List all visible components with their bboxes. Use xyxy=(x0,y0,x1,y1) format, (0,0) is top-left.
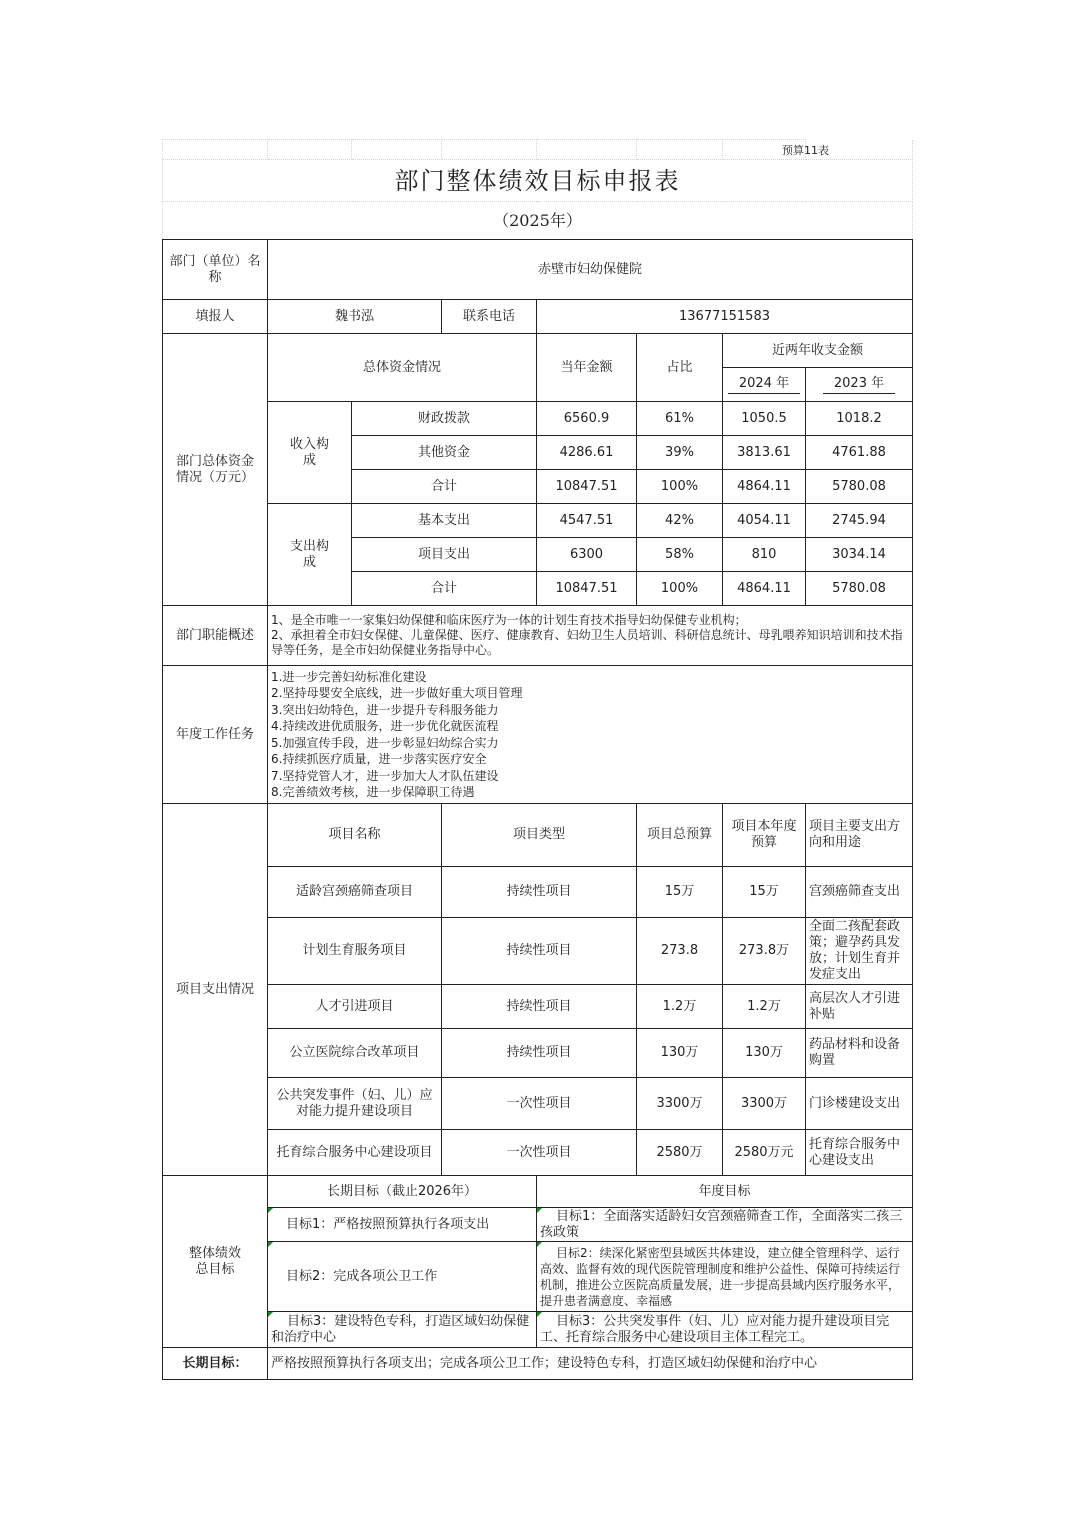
project-annual: 273.8万 xyxy=(723,918,806,985)
projects-label: 项目支出情况 xyxy=(163,804,268,1176)
annual-goal: 目标1：全面落实适龄妇女宫颈癌筛查工作，全面落实二孩三孩政策 xyxy=(537,1208,913,1242)
filler-label: 填报人 xyxy=(163,300,268,334)
recent-two-years-header: 近两年收支金额 xyxy=(723,334,913,368)
project-name: 计划生育服务项目 xyxy=(268,918,442,985)
expense-ratio: 58% xyxy=(637,538,723,572)
task-item: 6.持续抓医疗质量，进一步落实医疗安全 xyxy=(271,752,487,766)
expense-total-2023: 5780.08 xyxy=(806,572,913,606)
income-2024: 1050.5 xyxy=(723,402,806,436)
income-total-amount: 10847.51 xyxy=(537,470,637,504)
funds-row-label: 部门总体资金情况（万元） xyxy=(163,334,268,606)
project-annual-header: 项目本年度预算 xyxy=(723,804,806,867)
dept-label: 部门（单位）名称 xyxy=(163,240,268,300)
income-total-2024: 4864.11 xyxy=(723,470,806,504)
task-item: 1.进一步完善妇幼标准化建设 xyxy=(271,669,427,684)
long-term-goal: 目标2：完成各项公卫工作 xyxy=(268,1242,537,1312)
expense-total-ratio: 100% xyxy=(637,572,723,606)
task-item: 4.持续改进优质服务，进一步优化就医流程 xyxy=(271,719,499,733)
goals-label: 整体绩效总目标 xyxy=(163,1176,268,1348)
project-usage: 门诊楼建设支出 xyxy=(806,1078,913,1130)
project-name: 托育综合服务中心建设项目 xyxy=(268,1130,442,1176)
project-usage-header: 项目主要支出方向和用途 xyxy=(806,804,913,867)
task-item: 3.突出妇幼特色，进一步提升专科服务能力 xyxy=(271,702,499,717)
tasks-list xyxy=(268,666,913,804)
project-annual: 15万 xyxy=(723,867,806,918)
expense-total-2024: 4864.11 xyxy=(723,572,806,606)
project-total: 273.8 xyxy=(637,918,723,985)
year-2024-header: 2024 年 xyxy=(723,368,806,402)
expense-amount: 4547.51 xyxy=(537,504,637,538)
long-term-summary: 严格按照预算执行各项支出；完成各项公卫工作；建设特色专科，打造区域妇幼保健和治疗中心 xyxy=(268,1348,913,1380)
expense-2024: 4054.11 xyxy=(723,504,806,538)
phone-label: 联系电话 xyxy=(442,300,537,334)
annual-goal: 目标3：公共突发事件（妇、儿）应对能力提升建设项目完工、托育综合服务中心建设项目主体工程完工。 xyxy=(537,1312,913,1348)
expense-total-label: 合计 xyxy=(352,572,537,606)
project-annual: 130万 xyxy=(723,1029,806,1078)
long-term-label: 长期目标： xyxy=(163,1348,268,1380)
project-type: 持续性项目 xyxy=(442,985,637,1029)
project-usage: 全面二孩配套政策；避孕药具发放；计划生育并发症支出 xyxy=(806,918,913,985)
income-amount: 4286.61 xyxy=(537,436,637,470)
project-annual: 3300万 xyxy=(723,1078,806,1130)
income-total-ratio: 100% xyxy=(637,470,723,504)
project-annual: 1.2万 xyxy=(723,985,806,1029)
income-label: 收入构成 xyxy=(268,402,352,504)
form-title: 部门整体绩效目标申报表 xyxy=(163,160,913,202)
duties-line: 2、承担着全市妇女保健、儿童保健、医疗、健康教育、妇幼卫生人员培训、科研信息统计、母乳喂养知识培训和技术指导等任务，是全市妇幼保健业务指导中心。 xyxy=(271,628,903,657)
project-type: 持续性项目 xyxy=(442,867,637,918)
project-type: 持续性项目 xyxy=(442,1029,637,1078)
expense-amount: 6300 xyxy=(537,538,637,572)
form-code: 预算11表 xyxy=(782,144,829,157)
expense-total-amount: 10847.51 xyxy=(537,572,637,606)
duties-label: 部门职能概述 xyxy=(163,606,268,666)
long-term-goal: 目标3：建设特色专科，打造区域妇幼保健和治疗中心 xyxy=(268,1312,537,1348)
project-usage: 药品材料和设备购置 xyxy=(806,1029,913,1078)
annual-goal: 目标2：续深化紧密型县域医共体建设，建立健全管理科学、运行高效、监督有效的现代医院管理制度和维护公益性、保障可持续运行机制，推进公立医院高质量发展，进一步提高县域内医疗服务水平，提升患者满意度、幸福感 xyxy=(537,1242,913,1312)
project-total: 15万 xyxy=(637,867,723,918)
annual-goal-header: 年度目标 xyxy=(537,1176,913,1208)
overall-funds-header: 总体资金情况 xyxy=(268,334,537,402)
expense-name: 项目支出 xyxy=(352,538,537,572)
project-usage: 托育综合服务中心建设支出 xyxy=(806,1130,913,1176)
project-name: 人才引进项目 xyxy=(268,985,442,1029)
income-2024: 3813.61 xyxy=(723,436,806,470)
project-type: 一次性项目 xyxy=(442,1130,637,1176)
project-type-header: 项目类型 xyxy=(442,804,637,867)
task-item: 2.坚持母婴安全底线，进一步做好重大项目管理 xyxy=(271,686,523,700)
project-name-header: 项目名称 xyxy=(268,804,442,867)
duties-line: 1、是全市唯一一家集妇幼保健和临床医疗为一体的计划生育技术指导妇幼保健专业机构； xyxy=(271,613,747,627)
current-amount-header: 当年金额 xyxy=(537,334,637,402)
income-2023: 1018.2 xyxy=(806,402,913,436)
project-total-header: 项目总预算 xyxy=(637,804,723,867)
dept-name: 赤壁市妇幼保健院 xyxy=(268,240,913,300)
expense-label: 支出构成 xyxy=(268,504,352,606)
project-usage: 宫颈癌筛查支出 xyxy=(806,867,913,918)
income-total-2023: 5780.08 xyxy=(806,470,913,504)
project-name: 公立医院综合改革项目 xyxy=(268,1029,442,1078)
expense-2023: 3034.14 xyxy=(806,538,913,572)
income-2023: 4761.88 xyxy=(806,436,913,470)
income-ratio: 39% xyxy=(637,436,723,470)
duties-text xyxy=(268,606,913,666)
project-type: 一次性项目 xyxy=(442,1078,637,1130)
project-name: 适龄宫颈癌筛查项目 xyxy=(268,867,442,918)
phone-value: 13677151583 xyxy=(537,300,913,334)
income-total-label: 合计 xyxy=(352,470,537,504)
task-item: 8.完善绩效考核，进一步保障职工待遇 xyxy=(271,785,475,799)
project-usage: 高层次人才引进补贴 xyxy=(806,985,913,1029)
expense-2023: 2745.94 xyxy=(806,504,913,538)
expense-name: 基本支出 xyxy=(352,504,537,538)
income-amount: 6560.9 xyxy=(537,402,637,436)
long-term-goal: 目标1：严格按照预算执行各项支出 xyxy=(268,1208,537,1242)
income-name: 其他资金 xyxy=(352,436,537,470)
filler-name: 魏书泓 xyxy=(268,300,442,334)
expense-2024: 810 xyxy=(723,538,806,572)
expense-ratio: 42% xyxy=(637,504,723,538)
long-term-goal-header: 长期目标（截止2026年） xyxy=(268,1176,537,1208)
project-total: 130万 xyxy=(637,1029,723,1078)
performance-target-form xyxy=(162,139,912,1380)
project-annual: 2580万元 xyxy=(723,1130,806,1176)
project-total: 3300万 xyxy=(637,1078,723,1130)
project-total: 2580万 xyxy=(637,1130,723,1176)
year-2023-header: 2023 年 xyxy=(806,368,913,402)
form-table xyxy=(162,139,913,1380)
tasks-label: 年度工作任务 xyxy=(163,666,268,804)
task-item: 7.坚持党管人才，进一步加大人才队伍建设 xyxy=(271,768,499,783)
task-item: 5.加强宣传手段，进一步彰显妇幼综合实力 xyxy=(271,735,499,750)
ratio-header: 占比 xyxy=(637,334,723,402)
form-year: （2025年） xyxy=(163,202,913,240)
income-name: 财政拨款 xyxy=(352,402,537,436)
income-ratio: 61% xyxy=(637,402,723,436)
project-type: 持续性项目 xyxy=(442,918,637,985)
project-total: 1.2万 xyxy=(637,985,723,1029)
project-name: 公共突发事件（妇、儿）应对能力提升建设项目 xyxy=(268,1078,442,1130)
